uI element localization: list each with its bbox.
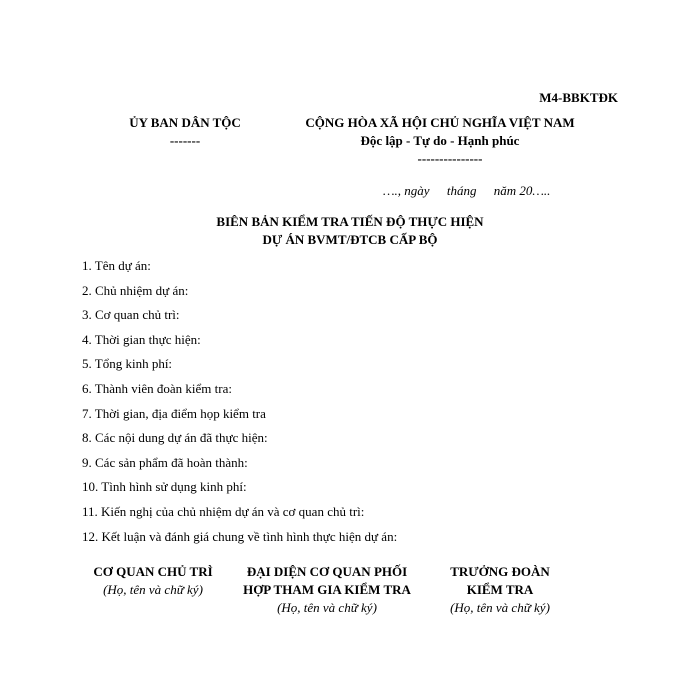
date-line bbox=[383, 183, 564, 199]
signature-coordinating-agency bbox=[222, 563, 432, 617]
signature-title: ĐẠI DIỆN CƠ QUAN PHỐI bbox=[246, 564, 408, 579]
signature-note: (Họ, tên và chữ ký) bbox=[103, 582, 203, 597]
list-item: 3. Cơ quan chủ trì: bbox=[82, 307, 180, 323]
list-item: 8. Các nội dung dự án đã thực hiện: bbox=[82, 430, 268, 446]
list-item: 6. Thành viên đoàn kiểm tra: bbox=[82, 380, 232, 396]
title-line-1: BIÊN BẢN KIỂM TRA TIẾN ĐỘ THỰC HIỆN bbox=[216, 214, 484, 229]
date-month: tháng bbox=[446, 183, 477, 198]
signature-title: TRƯỞNG ĐOÀN bbox=[450, 564, 550, 579]
signature-host-agency bbox=[68, 563, 238, 599]
list-item: 9. Các sản phẩm đã hoàn thành: bbox=[82, 454, 248, 470]
national-title: CỘNG HÒA XÃ HỘI CHỦ NGHĨA VIỆT NAM bbox=[305, 115, 575, 130]
list-item: 7. Thời gian, địa điểm họp kiểm tra bbox=[82, 405, 266, 421]
form-code: M4-BBKTĐK bbox=[539, 90, 618, 105]
list-item: 12. Kết luận và đánh giá chung về tình hình thực hiện dự án: bbox=[82, 528, 398, 544]
list-item: 2. Chủ nhiệm dự án: bbox=[82, 282, 189, 298]
signature-title: CƠ QUAN CHỦ TRÌ bbox=[93, 564, 213, 579]
list-item: 11. Kiến nghị của chủ nhiệm dự án và cơ quan chủ trì: bbox=[82, 503, 365, 519]
national-underline: --------------- bbox=[417, 151, 483, 166]
national-header bbox=[270, 114, 610, 168]
title-line-2: DỰ ÁN BVMT/ĐTCB CẤP BỘ bbox=[262, 232, 438, 247]
agency-header bbox=[100, 114, 270, 150]
document-title bbox=[0, 213, 700, 249]
item-list bbox=[82, 258, 397, 553]
signature-note: (Họ, tên và chữ ký) bbox=[277, 600, 377, 615]
agency-name: ỦY BAN DÂN TỘC bbox=[129, 115, 241, 130]
list-item: 1. Tên dự án: bbox=[82, 258, 151, 273]
national-motto: Độc lập - Tự do - Hạnh phúc bbox=[360, 133, 520, 148]
list-item: 5. Tổng kinh phí: bbox=[82, 356, 173, 372]
date-place: …., ngày bbox=[383, 183, 430, 198]
list-item: 4. Thời gian thực hiện: bbox=[82, 331, 201, 347]
signature-team-leader bbox=[420, 563, 580, 617]
list-item: 10. Tình hình sử dụng kinh phí: bbox=[82, 479, 247, 495]
signature-title-cont: HỢP THAM GIA KIỂM TRA bbox=[243, 582, 411, 597]
date-year: năm 20….. bbox=[493, 183, 551, 198]
agency-underline: ------- bbox=[169, 133, 201, 148]
signature-note: (Họ, tên và chữ ký) bbox=[450, 600, 550, 615]
signature-title-cont: KIỂM TRA bbox=[466, 582, 534, 597]
